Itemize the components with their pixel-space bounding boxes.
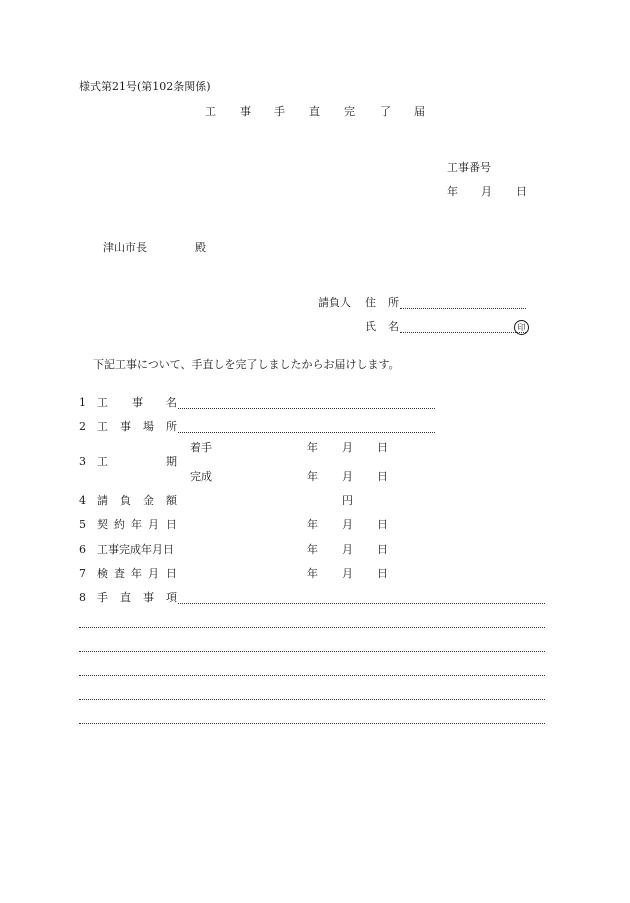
item-label-char: 手	[97, 591, 108, 604]
start-label: 着手	[190, 441, 212, 454]
title-char: 事	[240, 105, 251, 118]
item-3	[0, 455, 630, 469]
item-label-char: 名	[166, 396, 177, 409]
title-char: 直	[309, 105, 320, 118]
name-label-char: 氏	[365, 320, 376, 333]
name-label-char: 名	[388, 320, 399, 333]
title-char: 完	[344, 105, 355, 118]
item-label: 工事完成年月日	[97, 543, 174, 556]
contractor-label: 請負人	[318, 296, 351, 309]
date-year: 年	[307, 518, 318, 531]
item-number: 2	[79, 420, 86, 433]
title-char: 手	[274, 105, 285, 118]
intro-text: 下記工事について、手直しを完了しましたからお届けします。	[93, 358, 400, 371]
address-label-char: 住	[365, 296, 376, 309]
title-char: 了	[380, 105, 391, 118]
correction-items-line[interactable]	[79, 723, 545, 724]
item-label-char: 事	[120, 420, 131, 433]
item-number: 7	[79, 567, 86, 580]
date-year: 年	[307, 543, 318, 556]
end-label: 完成	[190, 470, 212, 483]
date-year: 年	[447, 185, 458, 198]
header-date	[0, 185, 630, 199]
item-label-char: 年	[131, 518, 142, 531]
date-year: 年	[307, 470, 318, 483]
name-label	[0, 320, 630, 334]
item-label-char: 月	[148, 518, 159, 531]
construction-site-field[interactable]	[178, 432, 435, 433]
item-label-char: 所	[166, 420, 177, 433]
date-month: 月	[342, 543, 353, 556]
form-number: 様式第21号(第102条関係)	[79, 80, 211, 93]
item-label-char: 工	[97, 455, 108, 468]
name-field[interactable]	[400, 332, 526, 333]
date-month: 月	[342, 470, 353, 483]
title-char: 届	[414, 105, 425, 118]
date-day: 日	[377, 567, 388, 580]
item-label-char: 検	[97, 567, 108, 580]
item-number: 1	[79, 396, 86, 409]
item-label-char: 事	[132, 396, 143, 409]
item-label-char: 年	[131, 567, 142, 580]
date-month: 月	[342, 567, 353, 580]
address-field[interactable]	[400, 308, 526, 309]
title-char: 工	[205, 105, 216, 118]
item-7	[0, 567, 630, 581]
item-label-char: 項	[166, 591, 177, 604]
correction-items-field[interactable]	[178, 603, 545, 604]
item-6	[0, 543, 630, 557]
date-year: 年	[307, 567, 318, 580]
item-label-char: 日	[166, 567, 177, 580]
date-month: 月	[342, 441, 353, 454]
item-number: 3	[79, 455, 86, 468]
seal-mark: 印	[514, 320, 529, 335]
correction-items-line[interactable]	[79, 675, 545, 676]
date-day: 日	[516, 185, 527, 198]
item-number: 6	[79, 543, 86, 556]
item-5	[0, 518, 630, 532]
item-label-char: 事	[143, 591, 154, 604]
item-number: 8	[79, 591, 86, 604]
address-label-char: 所	[388, 296, 399, 309]
item-label-char: 場	[143, 420, 154, 433]
item-3-start-row	[0, 441, 630, 455]
address-label	[0, 296, 630, 310]
item-label-char: 約	[114, 518, 125, 531]
item-label-char: 日	[166, 518, 177, 531]
item-label-char: 金	[143, 494, 154, 507]
document-title	[0, 105, 630, 119]
item-label-char: 直	[120, 591, 131, 604]
item-label-char: 負	[120, 494, 131, 507]
date-month: 月	[342, 518, 353, 531]
item-label-char: 月	[148, 567, 159, 580]
addressee-name: 津山市長	[103, 241, 147, 254]
date-day: 日	[377, 518, 388, 531]
addressee-honorific: 殿	[195, 241, 206, 254]
correction-items-line[interactable]	[79, 699, 545, 700]
construction-name-field[interactable]	[178, 408, 435, 409]
item-label-char: 額	[166, 494, 177, 507]
item-label-char: 期	[166, 455, 177, 468]
currency-unit: 円	[342, 494, 353, 507]
correction-items-line[interactable]	[79, 627, 545, 628]
construction-number-label: 工事番号	[447, 161, 491, 174]
item-label-char: 工	[97, 396, 108, 409]
item-4	[0, 494, 630, 508]
date-day: 日	[377, 441, 388, 454]
date-day: 日	[377, 543, 388, 556]
item-label-char: 工	[97, 420, 108, 433]
correction-items-line[interactable]	[79, 651, 545, 652]
item-label-char: 請	[97, 494, 108, 507]
item-label-char: 契	[97, 518, 108, 531]
date-year: 年	[307, 441, 318, 454]
date-month: 月	[481, 185, 492, 198]
item-label-char: 査	[114, 567, 125, 580]
item-number: 5	[79, 518, 86, 531]
date-day: 日	[377, 470, 388, 483]
item-3-end-row	[0, 470, 630, 484]
item-number: 4	[79, 494, 86, 507]
